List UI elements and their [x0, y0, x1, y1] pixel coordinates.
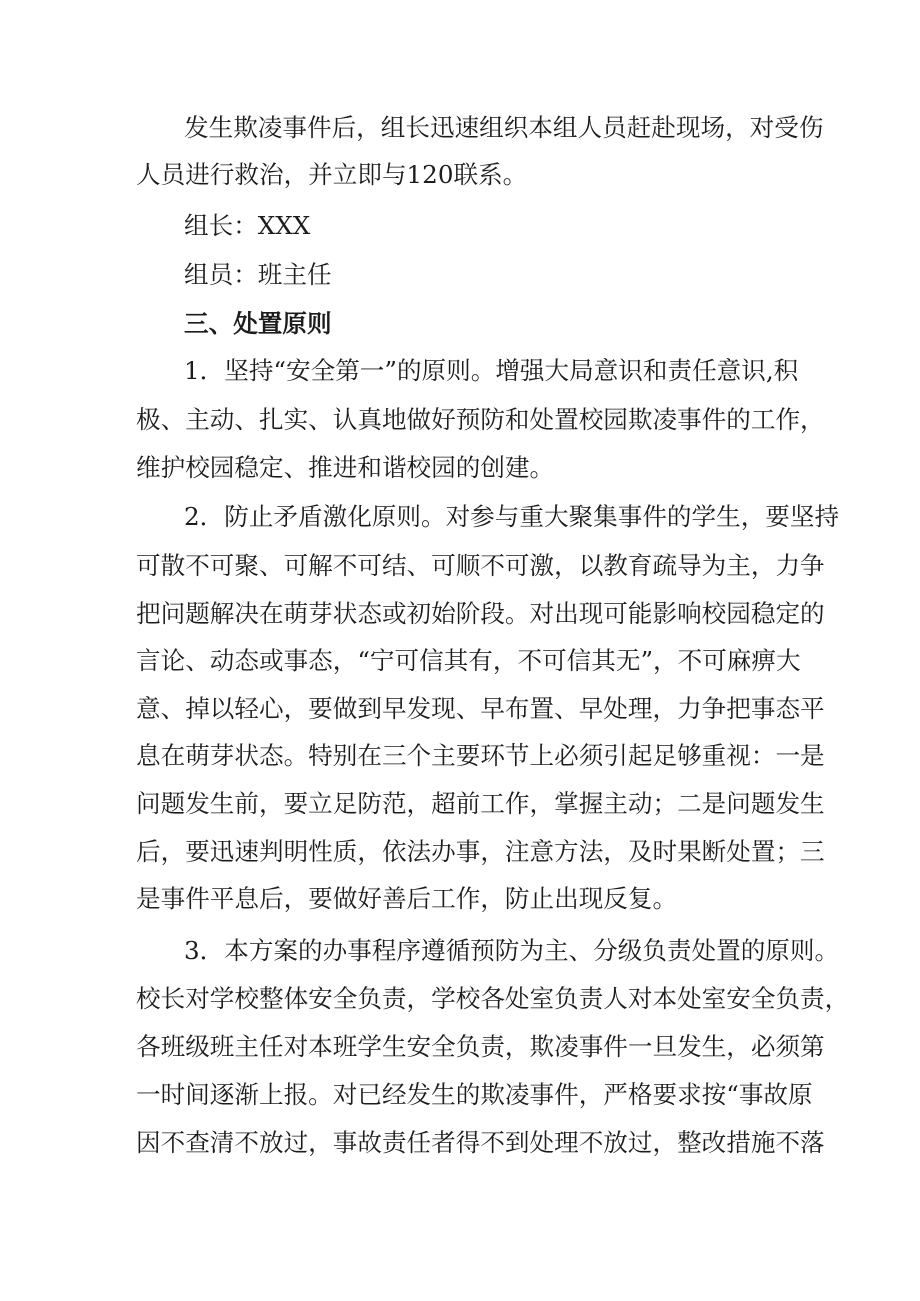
paragraph-line: 2．防止矛盾激化原则。对参与重大聚集事件的学生，要坚持 [184, 502, 840, 531]
paragraph-line: 维护校园稳定、推进和谐校园的创建。 [136, 453, 555, 482]
paragraph-line: 把问题解决在萌芽状态或初始阶段。对出现可能影响校园稳定的 [136, 599, 825, 628]
paragraph-line: 可散不可聚、可解不可结、可顺不可激，以教育疏导为主，力争 [136, 551, 825, 580]
paragraph-line: 问题发生前，要立足防范，超前工作，掌握主动；二是问题发生 [136, 789, 825, 818]
paragraph-line: 组长：XXX [184, 211, 311, 240]
paragraph-line: 组员：班主任 [184, 260, 332, 289]
paragraph-line: 1．坚持“安全第一”的原则。增强大局意识和责任意识,积 [184, 356, 799, 385]
paragraph-line: 各班级班主任对本班学生安全负责，欺凌事件一旦发生，必须第 [136, 1032, 825, 1061]
paragraph-line: 人员进行救治，并立即与120联系。 [136, 160, 528, 189]
paragraph-line: 是事件平息后，要做好善后工作，防止出现反复。 [136, 884, 678, 913]
paragraph-line: 一时间逐渐上报。对已经发生的欺凌事件，严格要求按“事故原 [136, 1080, 813, 1109]
paragraph-line: 后，要迅速判明性质，依法办事，注意方法，及时果断处置；三 [136, 837, 825, 866]
paragraph-line: 3．本方案的办事程序遵循预防为主、分级负责处置的原则。 [184, 936, 840, 965]
section-heading: 三、处置原则 [184, 309, 332, 338]
paragraph-line: 校长对学校整体安全负责，学校各处室负责人对本处室安全负责， [136, 984, 850, 1013]
paragraph-line: 极、主动、扎实、认真地做好预防和处置校园欺凌事件的工作， [136, 405, 825, 434]
paragraph-line: 因不查清不放过，事故责任者得不到处理不放过，整改措施不落 [136, 1128, 825, 1157]
paragraph-line: 言论、动态或事态，“宁可信其有，不可信其无”，不可麻痹大 [136, 646, 801, 675]
paragraph-line: 意、掉以轻心，要做到早发现、早布置、早处理，力争把事态平 [136, 694, 825, 723]
paragraph-line: 发生欺凌事件后，组长迅速组织本组人员赶赴现场，对受伤 [184, 113, 824, 142]
paragraph-line: 息在萌芽状态。特别在三个主要环节上必须引起足够重视：一是 [136, 741, 825, 770]
